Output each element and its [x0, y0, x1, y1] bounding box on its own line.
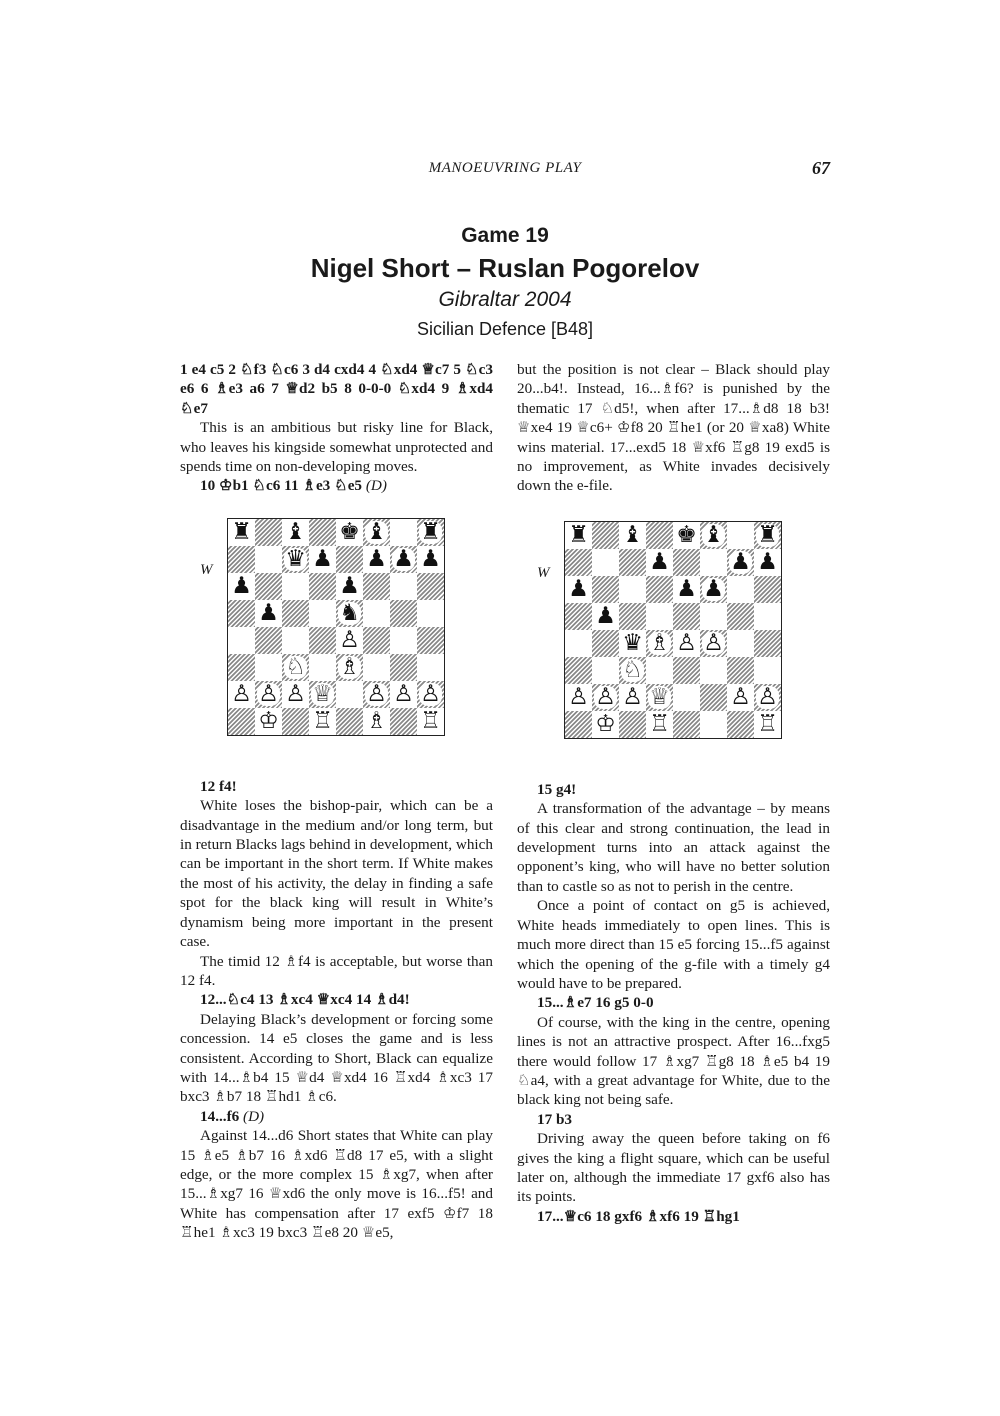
square-d6 — [309, 573, 336, 600]
square-g1 — [390, 708, 417, 735]
diagram-marker: (D) — [365, 477, 387, 495]
black-pawn-icon: ♟ — [757, 548, 778, 575]
side-to-move-label: W — [537, 564, 550, 581]
white-knight-icon: ♘ — [622, 656, 643, 683]
game-opening: Sicilian Defence [B48] — [416, 319, 594, 339]
square-b3 — [255, 654, 282, 681]
black-rook-icon: ♜ — [231, 518, 252, 545]
square-g1 — [727, 711, 754, 738]
square-b8 — [255, 519, 282, 546]
commentary-paragraph: The timid 12 ♗f4 is acceptable, but worse than 12 f4. — [180, 952, 493, 989]
square-f2 — [700, 684, 727, 711]
square-f7 — [700, 549, 727, 576]
white-pawn-icon: ♙ — [231, 680, 252, 707]
square-g5 — [727, 603, 754, 630]
square-d7 — [309, 546, 336, 573]
white-pawn-icon: ♙ — [595, 683, 616, 710]
square-f6 — [700, 576, 727, 603]
square-d3 — [309, 654, 336, 681]
white-pawn-icon: ♙ — [622, 683, 643, 710]
commentary-paragraph: Once a point of contact on g5 is achieved, White heads immediately to open lines. This is much more direct than 15 e5 forcing 15...f5 against which the opening of the g-file with a timely g4 would have to be prepared. — [517, 897, 830, 992]
square-c6 — [282, 573, 309, 600]
square-g4 — [390, 627, 417, 654]
move-text: 15 g4! — [537, 780, 577, 798]
square-e1 — [336, 708, 363, 735]
square-b7 — [255, 546, 282, 573]
square-a4 — [565, 630, 592, 657]
square-a6 — [228, 573, 255, 600]
move-text: 12 f4! — [200, 777, 237, 795]
square-c8 — [282, 519, 309, 546]
square-a1 — [565, 711, 592, 738]
black-pawn-icon: ♟ — [312, 545, 333, 572]
square-e8 — [336, 519, 363, 546]
chess-diagram-1 — [180, 507, 493, 769]
white-rook-icon: ♖ — [312, 707, 333, 734]
square-d5 — [646, 603, 673, 630]
square-h8 — [417, 519, 444, 546]
white-pawn-icon: ♙ — [366, 680, 387, 707]
square-e3 — [673, 657, 700, 684]
black-queen-icon: ♛ — [622, 629, 643, 656]
square-a7 — [565, 549, 592, 576]
square-c4 — [282, 627, 309, 654]
square-g5 — [390, 600, 417, 627]
white-rook-icon: ♖ — [649, 710, 670, 737]
square-a1 — [228, 708, 255, 735]
square-h6 — [754, 576, 781, 603]
commentary-paragraph: This is an ambitious but risky line for Black, who leaves his kingside somewhat unprotected and spends time on non-developing moves. — [180, 419, 493, 476]
square-a3 — [565, 657, 592, 684]
black-pawn-icon: ♟ — [339, 572, 360, 599]
square-e2 — [336, 681, 363, 708]
black-pawn-icon: ♟ — [676, 575, 697, 602]
chess-board — [227, 518, 445, 736]
square-a2 — [565, 684, 592, 711]
square-a3 — [228, 654, 255, 681]
commentary-paragraph: but the position is not clear – Black should play 20...b4!. Instead, 16...♗f6? is punished by the thematic 17 ♘d5!, when after 17...♗d8 18 b3! ♕xe4 19 ♕c6+ ♔f8 20 ♖he1 (or 20 ♕xa8) White wins material. 17...exd5 18 ♕xf6 ♖g8 19 exd5 is no improvement, as White invades decisively down the e-file. — [517, 361, 830, 495]
square-b6 — [255, 573, 282, 600]
square-b6 — [592, 576, 619, 603]
move-text: 15...♗e7 16 g5 0-0 — [537, 994, 654, 1012]
black-knight-icon: ♞ — [339, 599, 360, 626]
commentary-paragraph: White loses the bishop-pair, which can be a disadvantage in the medium and/or long term, but in return Blacks lags behind in development, which can be important in the short term. If White makes the most of his activity, the delay in finding a safe spot for the black king will result in White’s dynamism being more important in the present case. — [180, 797, 493, 951]
black-rook-icon: ♜ — [757, 521, 778, 548]
square-h1 — [417, 708, 444, 735]
white-king-icon: ♔ — [258, 707, 279, 734]
square-g8 — [727, 522, 754, 549]
black-queen-icon: ♛ — [285, 545, 306, 572]
square-f3 — [700, 657, 727, 684]
move-text: 10 ♔b1 ♘c6 11 ♗e3 ♘e5 — [200, 477, 363, 495]
square-b4 — [255, 627, 282, 654]
black-pawn-icon: ♟ — [649, 548, 670, 575]
square-h4 — [417, 627, 444, 654]
black-bishop-icon: ♝ — [622, 521, 643, 548]
white-rook-icon: ♖ — [757, 710, 778, 737]
move-text: 1 e4 c5 2 ♘f3 ♘c6 3 d4 cxd4 4 ♘xd4 ♕c7 5 ♘c3 e6 6 ♗e3 a6 7 ♕d2 b5 8 0-0-0 ♘xd4 9 ♗xd4 ♘e7 — [180, 361, 493, 417]
diagram-marker: (D) — [243, 1107, 265, 1125]
square-e7 — [336, 546, 363, 573]
square-d1 — [646, 711, 673, 738]
square-g8 — [390, 519, 417, 546]
square-h5 — [417, 600, 444, 627]
square-g3 — [390, 654, 417, 681]
square-c2 — [282, 681, 309, 708]
game-venue: Gibraltar 2004 — [438, 288, 572, 311]
white-pawn-icon: ♙ — [393, 680, 414, 707]
black-king-icon: ♚ — [676, 521, 697, 548]
square-h2 — [417, 681, 444, 708]
square-f3 — [363, 654, 390, 681]
square-c1 — [619, 711, 646, 738]
square-f6 — [363, 573, 390, 600]
square-a8 — [565, 522, 592, 549]
square-b4 — [592, 630, 619, 657]
square-c7 — [282, 546, 309, 573]
square-e2 — [673, 684, 700, 711]
square-d4 — [309, 627, 336, 654]
white-pawn-icon: ♙ — [757, 683, 778, 710]
white-pawn-icon: ♙ — [420, 680, 441, 707]
black-bishop-icon: ♝ — [366, 518, 387, 545]
square-g3 — [727, 657, 754, 684]
running-header — [180, 160, 830, 182]
page-number: 67 — [812, 158, 830, 178]
square-f1 — [363, 708, 390, 735]
square-f4 — [700, 630, 727, 657]
square-e4 — [336, 627, 363, 654]
square-c1 — [282, 708, 309, 735]
square-d4 — [646, 630, 673, 657]
square-d8 — [309, 519, 336, 546]
square-h1 — [754, 711, 781, 738]
game-players: Nigel Short – Ruslan Pogorelov — [310, 253, 700, 283]
square-f2 — [363, 681, 390, 708]
black-rook-icon: ♜ — [568, 521, 589, 548]
white-pawn-icon: ♙ — [568, 683, 589, 710]
square-b5 — [255, 600, 282, 627]
commentary-paragraph: Of course, with the king in the centre, opening lines is not an attractive prospect. After 16...fxg5 there would follow 17 ♗xg7 ♖g8 18 ♗e5 b4 19 ♘a4, with a great advantage for White, due to the black king not being safe. — [517, 1013, 830, 1109]
square-c8 — [619, 522, 646, 549]
square-c5 — [619, 603, 646, 630]
left-column — [180, 360, 493, 1243]
right-column — [517, 360, 830, 1226]
square-e1 — [673, 711, 700, 738]
square-h3 — [754, 657, 781, 684]
side-to-move-label: W — [200, 561, 213, 578]
square-g6 — [727, 576, 754, 603]
square-h7 — [754, 549, 781, 576]
commentary-paragraph: A transformation of the advantage – by means of this clear and strong continuation, the lead in development turns into an attack against the opponent’s king, who will have no better solution than to castle so as not to perish in the centre. — [517, 800, 830, 895]
black-pawn-icon: ♟ — [258, 599, 279, 626]
white-pawn-icon: ♙ — [258, 680, 279, 707]
white-queen-icon: ♕ — [312, 680, 333, 707]
black-pawn-icon: ♟ — [366, 545, 387, 572]
square-d2 — [646, 684, 673, 711]
chess-board — [564, 521, 782, 739]
white-pawn-icon: ♙ — [339, 626, 360, 653]
square-g2 — [727, 684, 754, 711]
black-pawn-icon: ♟ — [595, 602, 616, 629]
white-bishop-icon: ♗ — [339, 653, 360, 680]
square-c3 — [619, 657, 646, 684]
square-f8 — [363, 519, 390, 546]
square-c6 — [619, 576, 646, 603]
square-a2 — [228, 681, 255, 708]
square-b2 — [592, 684, 619, 711]
square-g7 — [390, 546, 417, 573]
square-b3 — [592, 657, 619, 684]
square-a8 — [228, 519, 255, 546]
black-pawn-icon: ♟ — [231, 572, 252, 599]
square-e7 — [673, 549, 700, 576]
white-pawn-icon: ♙ — [676, 629, 697, 656]
square-d3 — [646, 657, 673, 684]
game-heading — [180, 222, 830, 344]
square-a7 — [228, 546, 255, 573]
black-bishop-icon: ♝ — [703, 521, 724, 548]
square-f7 — [363, 546, 390, 573]
square-c2 — [619, 684, 646, 711]
square-h4 — [754, 630, 781, 657]
square-c3 — [282, 654, 309, 681]
black-pawn-icon: ♟ — [703, 575, 724, 602]
square-d7 — [646, 549, 673, 576]
move-text: 17 b3 — [537, 1110, 573, 1128]
square-b1 — [255, 708, 282, 735]
square-b8 — [592, 522, 619, 549]
black-king-icon: ♚ — [339, 518, 360, 545]
square-b2 — [255, 681, 282, 708]
square-a6 — [565, 576, 592, 603]
square-g2 — [390, 681, 417, 708]
square-h7 — [417, 546, 444, 573]
square-f5 — [363, 600, 390, 627]
black-pawn-icon: ♟ — [568, 575, 589, 602]
square-d8 — [646, 522, 673, 549]
square-c7 — [619, 549, 646, 576]
square-c4 — [619, 630, 646, 657]
square-a4 — [228, 627, 255, 654]
running-title: MANOEUVRING PLAY — [428, 160, 582, 176]
game-number: Game 19 — [461, 224, 549, 247]
square-e4 — [673, 630, 700, 657]
white-pawn-icon: ♙ — [285, 680, 306, 707]
square-g4 — [727, 630, 754, 657]
square-f4 — [363, 627, 390, 654]
commentary-paragraph: Against 14...d6 Short states that White can play 15 ♗e5 ♗b7 16 ♗xd6 ♖d8 17 e5, with a slight edge, or the more complex 15 ♗xg7, when after 15...♗xg7 16 ♕xd6 the only move is 16...f5! and White has compensation after 17 exf5 ♔f7 18 ♖he1 ♗xc3 19 bxc3 ♖e8 20 ♕e5, — [180, 1127, 493, 1242]
square-h5 — [754, 603, 781, 630]
square-b1 — [592, 711, 619, 738]
black-bishop-icon: ♝ — [285, 518, 306, 545]
black-rook-icon: ♜ — [420, 518, 441, 545]
square-e6 — [336, 573, 363, 600]
square-b7 — [592, 549, 619, 576]
white-king-icon: ♔ — [595, 710, 616, 737]
white-pawn-icon: ♙ — [703, 629, 724, 656]
square-e5 — [673, 603, 700, 630]
square-h6 — [417, 573, 444, 600]
white-pawn-icon: ♙ — [730, 683, 751, 710]
square-d5 — [309, 600, 336, 627]
move-text: 14...f6 — [200, 1107, 240, 1125]
white-rook-icon: ♖ — [420, 707, 441, 734]
square-b5 — [592, 603, 619, 630]
white-queen-icon: ♕ — [649, 683, 670, 710]
black-pawn-icon: ♟ — [730, 548, 751, 575]
square-e8 — [673, 522, 700, 549]
square-f1 — [700, 711, 727, 738]
chess-diagram-2 — [517, 510, 830, 772]
square-d6 — [646, 576, 673, 603]
square-h3 — [417, 654, 444, 681]
square-f5 — [700, 603, 727, 630]
square-c5 — [282, 600, 309, 627]
white-bishop-icon: ♗ — [366, 707, 387, 734]
square-a5 — [228, 600, 255, 627]
square-d1 — [309, 708, 336, 735]
move-text: 17...♕c6 18 gxf6 ♗xf6 19 ♖hg1 — [537, 1207, 740, 1225]
square-e6 — [673, 576, 700, 603]
square-a5 — [565, 603, 592, 630]
square-g6 — [390, 573, 417, 600]
move-text: 12...♘c4 13 ♗xc4 ♕xc4 14 ♗d4! — [200, 991, 410, 1009]
square-h8 — [754, 522, 781, 549]
black-pawn-icon: ♟ — [393, 545, 414, 572]
square-f8 — [700, 522, 727, 549]
commentary-paragraph: Delaying Black’s development or forcing some concession. 14 e5 closes the game and is less consistent. According to Short, Black can equalize with 14...♗b4 15 ♕d4 ♕xd4 16 ♖xd4 ♗xc3 17 bxc3 ♗b7 18 ♖hd1 ♗c6. — [180, 1010, 493, 1106]
square-e3 — [336, 654, 363, 681]
square-h2 — [754, 684, 781, 711]
square-d2 — [309, 681, 336, 708]
square-e5 — [336, 600, 363, 627]
black-pawn-icon: ♟ — [420, 545, 441, 572]
white-bishop-icon: ♗ — [649, 629, 670, 656]
commentary-paragraph: Driving away the queen before taking on f6 gives the king a flight square, which can be useful later on, although the immediate 17 gxf6 also has its points. — [517, 1130, 830, 1206]
square-g7 — [727, 549, 754, 576]
white-knight-icon: ♘ — [285, 653, 306, 680]
